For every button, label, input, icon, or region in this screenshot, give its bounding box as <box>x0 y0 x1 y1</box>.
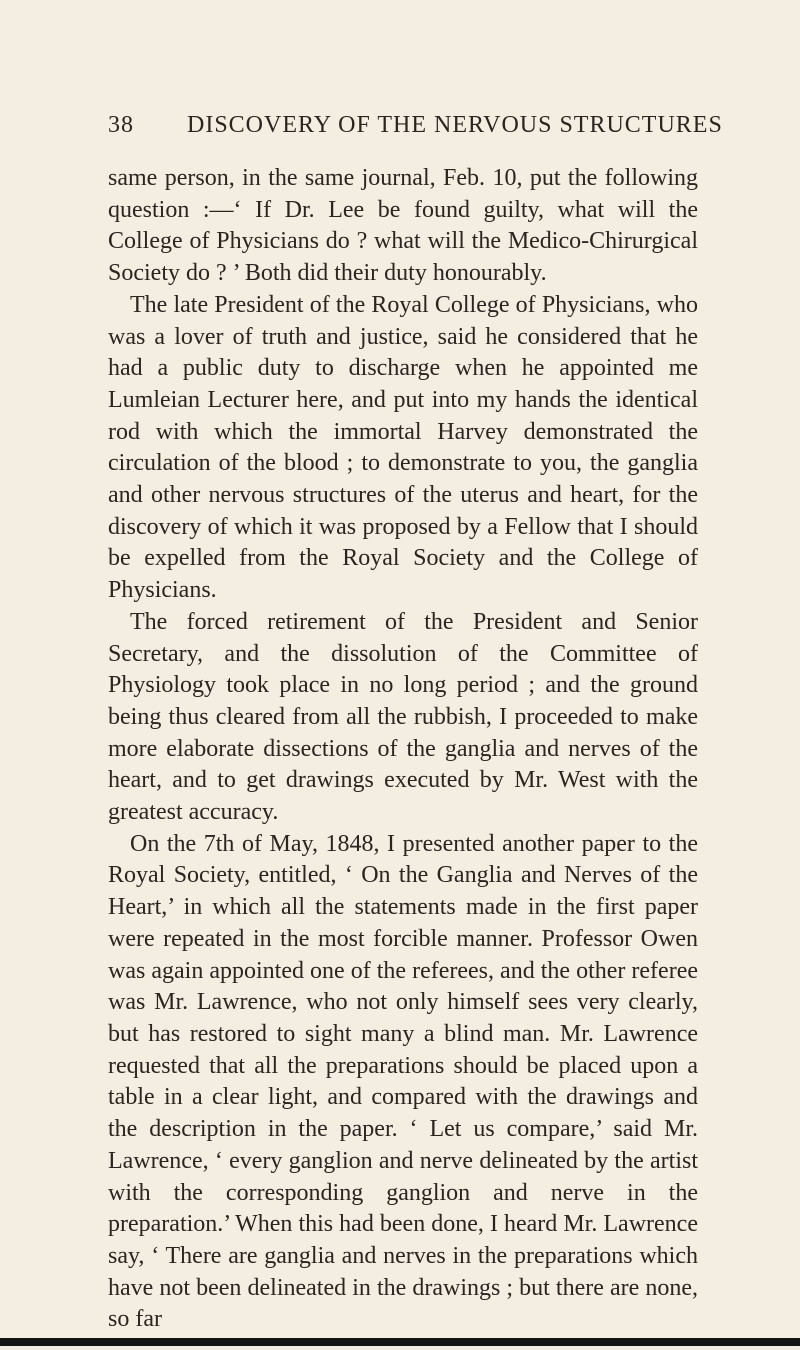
paragraph-lumleian-lecturer: The late President of the Royal College of Physicians, who was a lover of truth and justice, said he considered that he had a public duty to discharge when he appointed me Lumleian Lecturer here, and put into my hands the identical rod with which the immortal Harvey demonstrated the circulation of the blood ; to demonstrate to you, the ganglia and other nervous structures of the uterus and heart, for the discovery of which it was proposed by a Fellow that I should be expelled from the Royal Society and the College of Physicians. <box>108 291 698 604</box>
paragraph-continuation: same person, in the same journal, Feb. 10, put the following question :—‘ If Dr. Lee be found guilty, what will the College of Physicians do ? what will the Medico-Chirurgical Society do ? ’ Both did their duty honourably. <box>108 165 698 287</box>
running-head <box>108 112 723 142</box>
body-text <box>108 163 698 1336</box>
paragraph-forced-retirement: The forced retirement of the President and Senior Secretary, and the dissolution of the Committee of Physiology took place in no long period ; and the ground being thus cleared from all the rubbish, I proceeded to make more elaborate dissections of the ganglia and nerves of the heart, and to get drawings executed by Mr. West with the greatest accuracy. <box>108 608 698 826</box>
bottom-scan-edge <box>0 1338 800 1346</box>
page-number: 38 <box>108 112 134 138</box>
paragraph-royal-society-paper: On the 7th of May, 1848, I presented another paper to the Royal Society, entitled, ‘ On the Ganglia and Nerves of the Heart,’ in which all the statements made in the first paper were repeated in the most forcible manner. Professor Owen was again appointed one of the referees, and the other referee was Mr. Lawrence, who not only himself sees very clearly, but has restored to sight many a blind man. Mr. Lawrence requested that all the preparations should be placed upon a table in a clear light, and compared with the drawings and the description in the paper. ‘ Let us compare,’ said Mr. Lawrence, ‘ every ganglion and nerve delineated by the artist with the corresponding ganglion and nerve in the preparation.’ When this had been done, I heard Mr. Lawrence say, ‘ There are ganglia and nerves in the preparations which have not been delineated in the drawings ; but there are none, so far <box>108 830 698 1333</box>
running-title: DISCOVERY OF THE NERVOUS STRUCTURES <box>187 112 723 138</box>
